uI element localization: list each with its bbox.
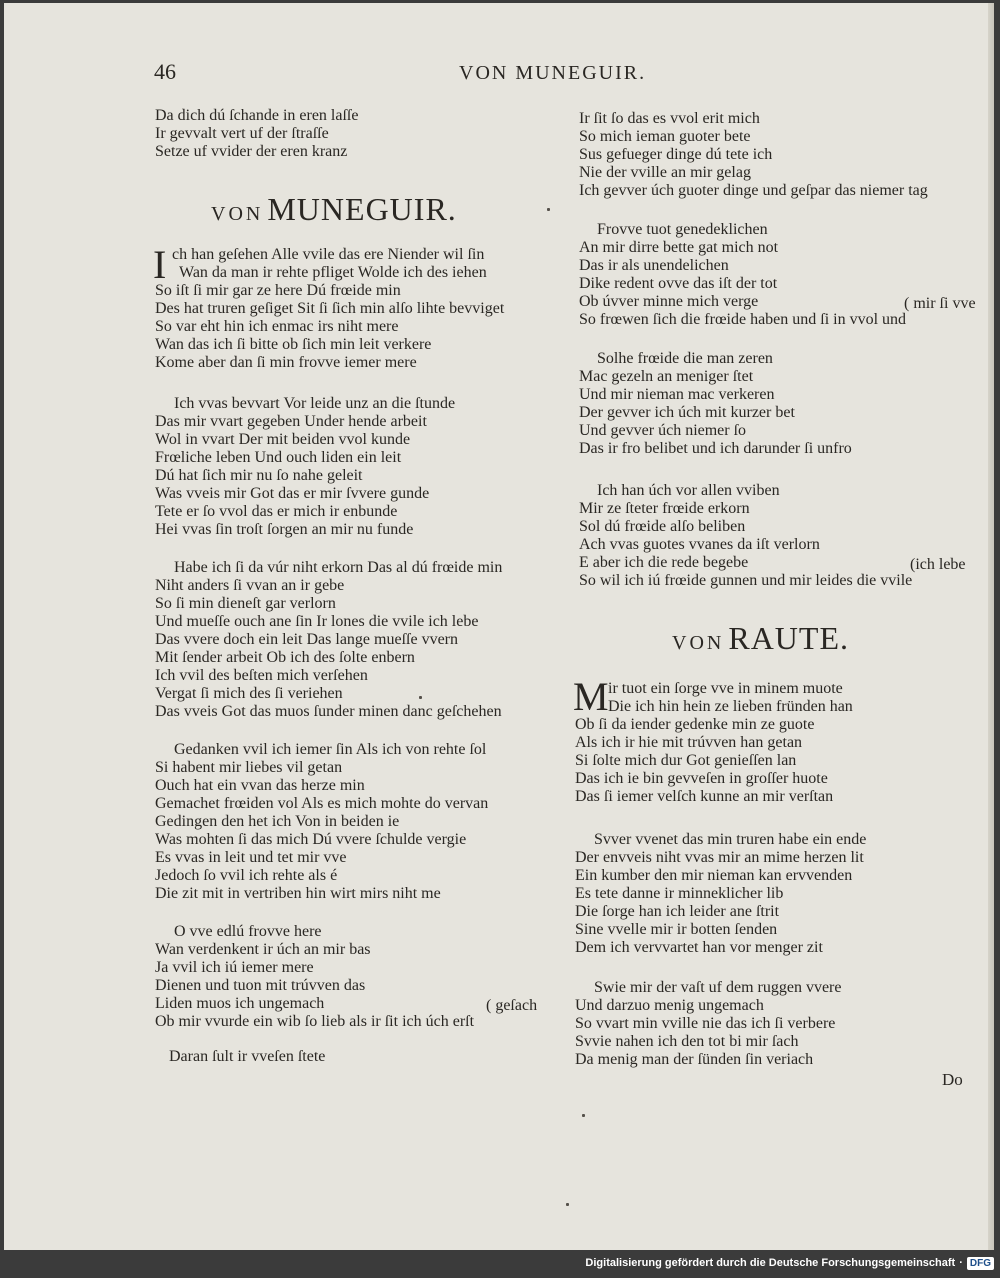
heading-von: VON [211, 203, 264, 225]
verse-line: Das ir fro belibet und ich darunder ſi unfro [579, 440, 852, 457]
verse-line: Dú hat ſich mir nu ſo nahe geleit [155, 467, 363, 484]
ink-speck [582, 1114, 585, 1117]
ink-speck [547, 208, 550, 211]
verse-line: Wan das ich ſi bitte ob ſich min leit verkere [155, 336, 432, 353]
drop-cap: I [153, 242, 167, 287]
verse-line: Vergat ſi mich des ſi veriehen [155, 685, 343, 702]
footer-credit [585, 1254, 994, 1272]
verse-line: Frovve tuot genedeklichen [597, 221, 768, 238]
section-heading-muneguir [211, 191, 457, 228]
verse-line: Gedanken vvil ich iemer ſin Als ich von rehte ſol [174, 741, 487, 758]
verse-line: Es tete danne ir minneklicher lib [575, 885, 784, 902]
verse-line: Hei vvas ſin troſt ſorgen an mir nu funde [155, 521, 414, 538]
verse-line: Nie der vville an mir gelag [579, 164, 751, 181]
verse-line: Mac gezeln an meniger ſtet [579, 368, 754, 385]
verse-line: Setze uf vvider der eren kranz [155, 143, 348, 160]
verse-overflow: ( mir ſi vve [904, 295, 976, 312]
verse-line: Und darzuo menig ungemach [575, 997, 764, 1014]
section-heading-raute [672, 620, 849, 657]
verse-line: Sol dú frœide alſo beliben [579, 518, 746, 535]
verse-line: So mich ieman guoter bete [579, 128, 751, 145]
heading-von: VON [672, 632, 725, 654]
verse-line: Ob ſi da iender gedenke min ze guote [575, 716, 815, 733]
verse-line: Das ſi iemer velſch kunne an mir verſtan [575, 788, 834, 805]
running-title: VON MUNEGUIR. [459, 62, 647, 84]
verse-line: So var eht hin ich enmac irs niht mere [155, 318, 399, 335]
verse-line: Frœliche leben Und ouch liden ein leit [155, 449, 402, 466]
ink-speck [566, 1203, 569, 1206]
verse-line: So wil ich iú frœide gunnen und mir leides die vvile [579, 572, 913, 589]
verse-line: Niht anders ſi vvan an ir gebe [155, 577, 345, 594]
verse-line: Si habent mir liebes vil getan [155, 759, 343, 776]
scanned-page [4, 3, 994, 1250]
verse-line: So frœwen ſich die frœide haben und ſi in vvol und [579, 311, 907, 328]
verse-line: Habe ich ſi da vúr niht erkorn Das al dú frœide min [174, 559, 503, 576]
verse-line: Das ich ie bin gevveſen in groſſer huote [575, 770, 828, 787]
verse-line: Was vveis mir Got das er mir ſvvere gunde [155, 485, 430, 502]
verse-overflow: ( geſach [486, 997, 538, 1014]
verse-line: Ir ſit ſo das es vvol erit mich [579, 110, 760, 127]
verse-line: Swie mir der vaſt uf dem ruggen vvere [594, 979, 842, 996]
verse-line: Da menig man der ſünden ſin veriach [575, 1051, 814, 1068]
verse-line: ir tuot ein ſorge vve in minem muote [608, 680, 843, 697]
page-number: 46 [154, 59, 176, 84]
verse-line: Ein kumber den mir nieman kan ervvenden [575, 867, 853, 884]
verse-line: Svver vvenet das min truren habe ein ende [594, 831, 867, 848]
heading-name: MUNEGUIR. [267, 191, 457, 227]
verse-line: Kome aber dan ſi min frovve iemer mere [155, 354, 417, 371]
verse-line: Svvie nahen ich den tot bi mir ſach [575, 1033, 799, 1050]
verse-line: Ich vvas bevvart Vor leide unz an die ſtunde [174, 395, 456, 412]
verse-line: Das vveis Got das muos ſunder minen danc geſchehen [155, 703, 502, 720]
verse-line: Wan da man ir rehte pfliget Wolde ich des iehen [179, 264, 487, 281]
verse-line: Wan verdenkent ir úch an mir bas [155, 941, 371, 958]
verse-line: Als ich ir hie mit trúvven han getan [575, 734, 803, 751]
verse-line: Jedoch ſo vvil ich rehte als é [155, 867, 338, 884]
verse-overflow: (ich lebe [910, 556, 966, 573]
verse-line: Das vvere doch ein leit Das lange mueſſe vvern [155, 631, 458, 648]
verse-line: Liden muos ich ungemach [155, 995, 325, 1012]
verse-line: Die zit mit in vertriben hin wirt mirs niht me [155, 885, 441, 902]
verse-line: O vve edlú frovve here [174, 923, 322, 940]
verse-line: Und mir nieman mac verkeren [579, 386, 775, 403]
verse-line: Sine vvelle mir ir botten ſenden [575, 921, 778, 938]
verse-line: ch han geſehen Alle vvile das ere Niender wil ſin [172, 246, 485, 263]
verse-line: Gedingen den het ich Von in beiden ie [155, 813, 400, 830]
verse-line: Die ich hin hein ze lieben fründen han [608, 698, 853, 715]
verse-line: Dike redent ovve das iſt der tot [579, 275, 778, 292]
verse-line: Ob úvver minne mich verge [579, 293, 759, 310]
verse-line: Ja vvil ich iú iemer mere [155, 959, 314, 976]
catchword: Do [942, 1070, 963, 1089]
verse-line: Sus gefueger dinge dú tete ich [579, 146, 773, 163]
verse-line: Die ſorge han ich leider ane ſtrit [575, 903, 780, 920]
verse-line: Ich han úch vor allen vviben [597, 482, 780, 499]
dfg-logo: DFG [967, 1257, 994, 1270]
verse-line: Tete er ſo vvol das er mich ir enbunde [155, 503, 398, 520]
verse-line: Ouch hat ein vvan das herze min [155, 777, 365, 794]
verse-line: So ſi min dieneſt gar verlorn [155, 595, 336, 612]
ink-speck [419, 696, 422, 699]
verse-line: Ich gevver úch guoter dinge und geſpar das niemer tag [579, 182, 928, 199]
verse-line: Dienen und tuon mit trúvven das [155, 977, 366, 994]
verse-line: Daran ſult ir vveſen ſtete [169, 1048, 326, 1065]
verse-line: Und mueſſe ouch ane ſin Ir lones die vvile ich lebe [155, 613, 479, 630]
verse-line: Wol in vvart Der mit beiden vvol kunde [155, 431, 411, 448]
verse-line: Das mir vvart gegeben Under hende arbeit [155, 413, 427, 430]
verse-line: Der gevver ich úch mit kurzer bet [579, 404, 795, 421]
verse-line: An mir dirre bette gat mich not [579, 239, 779, 256]
verse-line: Und gevver úch niemer ſo [579, 422, 747, 439]
separator: · [959, 1257, 963, 1269]
verse-line: Dem ich vervvartet han vor menger zit [575, 939, 823, 956]
verse-line: Das ir als unendelichen [579, 257, 729, 274]
verse-line: Ir gevvalt vert uf der ſtraſſe [155, 125, 329, 142]
verse-line: Gemachet frœiden vol Als es mich mohte do vervan [155, 795, 489, 812]
verse-line: Si ſolte mich dur Got genieſſen lan [575, 752, 797, 769]
verse-line: Ich vvil des beſten mich verſehen [155, 667, 368, 684]
verse-line: So vvart min vville nie das ich ſi verbere [575, 1015, 836, 1032]
verse-line: Der envveis niht vvas mir an mime herzen lit [575, 849, 864, 866]
verse-line: Mit ſender arbeit Ob ich des ſolte enbern [155, 649, 415, 666]
credit-text: Digitalisierung gefördert durch die Deutsche Forschungsgemeinschaft [585, 1257, 956, 1269]
heading-name: RAUTE. [728, 620, 849, 656]
verse-line: So iſt ſi mir gar ze here Dú frœide min [155, 282, 401, 299]
verse-line: Ob mir vvurde ein wib ſo lieb als ir ſit ich úch erſt [155, 1013, 475, 1030]
verse-line: Da dich dú ſchande in eren laſſe [155, 107, 359, 124]
verse-line: Was mohten ſi das mich Dú vvere ſchulde vergie [155, 831, 467, 848]
verse-line: Mir ze ſteter frœide erkorn [579, 500, 750, 517]
verse-line: Solhe frœide die man zeren [597, 350, 773, 367]
verse-line: Des hat truren geſiget Sit ſi ſich min alſo lihte bevviget [155, 300, 505, 317]
drop-cap: M [573, 674, 609, 719]
verse-line: Es vvas in leit und tet mir vve [155, 849, 347, 866]
page-edge [988, 3, 994, 1250]
verse-line: Ach vvas guotes vvanes da iſt verlorn [579, 536, 820, 553]
verse-line: E aber ich die rede begebe [579, 554, 749, 571]
